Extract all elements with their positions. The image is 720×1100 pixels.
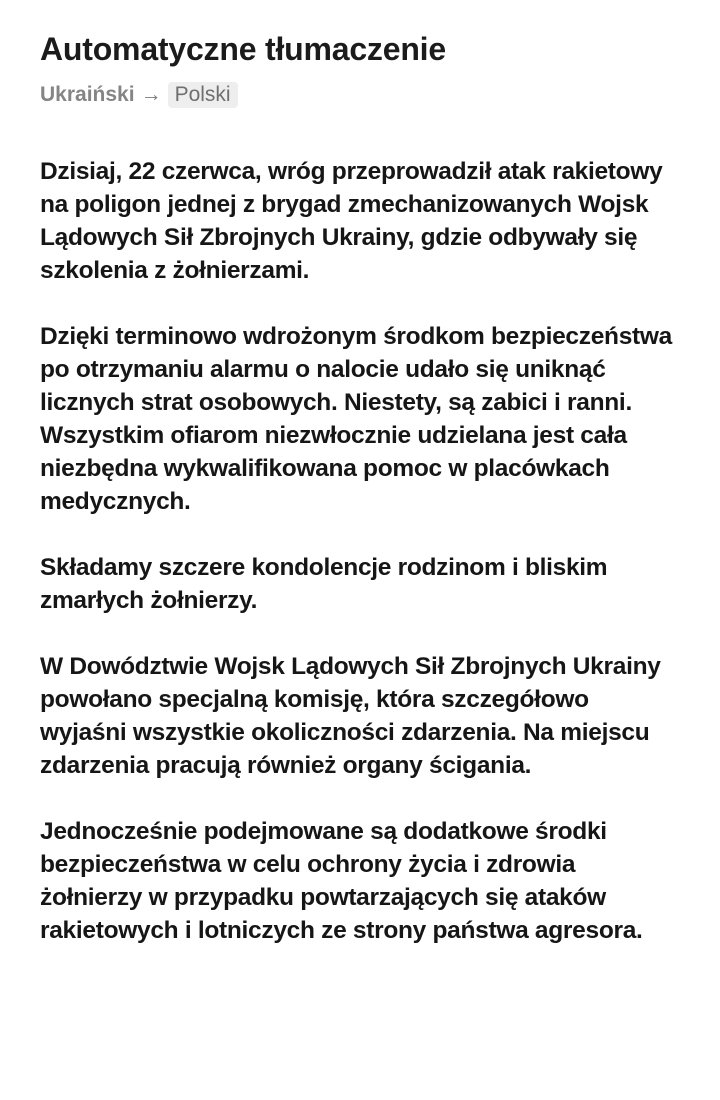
paragraph: Składamy szczere kondolencje rodzinom i bliskim zmarłych żołnierzy. [40, 554, 608, 614]
language-indicator [40, 80, 680, 110]
paragraph: W Dowództwie Wojsk Lądowych Sił Zbrojnych Ukrainy powołano specjalną komisję, która szczegółowo wyjaśni wszystkie okoliczności zdarzenia. Na miejscu zdarzenia pracują również organy ścigania. [40, 653, 661, 779]
arrow-right-icon: → [140, 83, 162, 106]
paragraph: Dzisiaj, 22 czerwca, wróg przeprowadził atak rakietowy na poligon jednej z brygad zmechanizowanych Wojsk Lądowych Sił Zbrojnych Ukrainy, gdzie odbywały się szkolenia z żołnierzami. [40, 158, 663, 284]
translated-text [40, 155, 680, 947]
paragraph: Jednocześnie podejmowane są dodatkowe środki bezpieczeństwa w celu ochrony życia i zdrowia żołnierzy w przypadku powtarzających się ataków rakietowych i lotniczych ze strony państwa agresora. [40, 818, 643, 944]
paragraph: Dzięki terminowo wdrożonym środkom bezpieczeństwa po otrzymaniu alarmu o nalocie udało się uniknąć licznych strat osobowych. Niestety, są zabici i ranni. Wszystkim ofiarom niezwłocznie udzielana jest cała niezbędna wykwalifikowana pomoc w placówkach medycznych. [40, 323, 672, 515]
page-title: Automatyczne tłumaczenie [40, 31, 446, 67]
source-language: Ukraiński [40, 83, 135, 106]
target-language-badge[interactable]: Polski [168, 82, 238, 108]
